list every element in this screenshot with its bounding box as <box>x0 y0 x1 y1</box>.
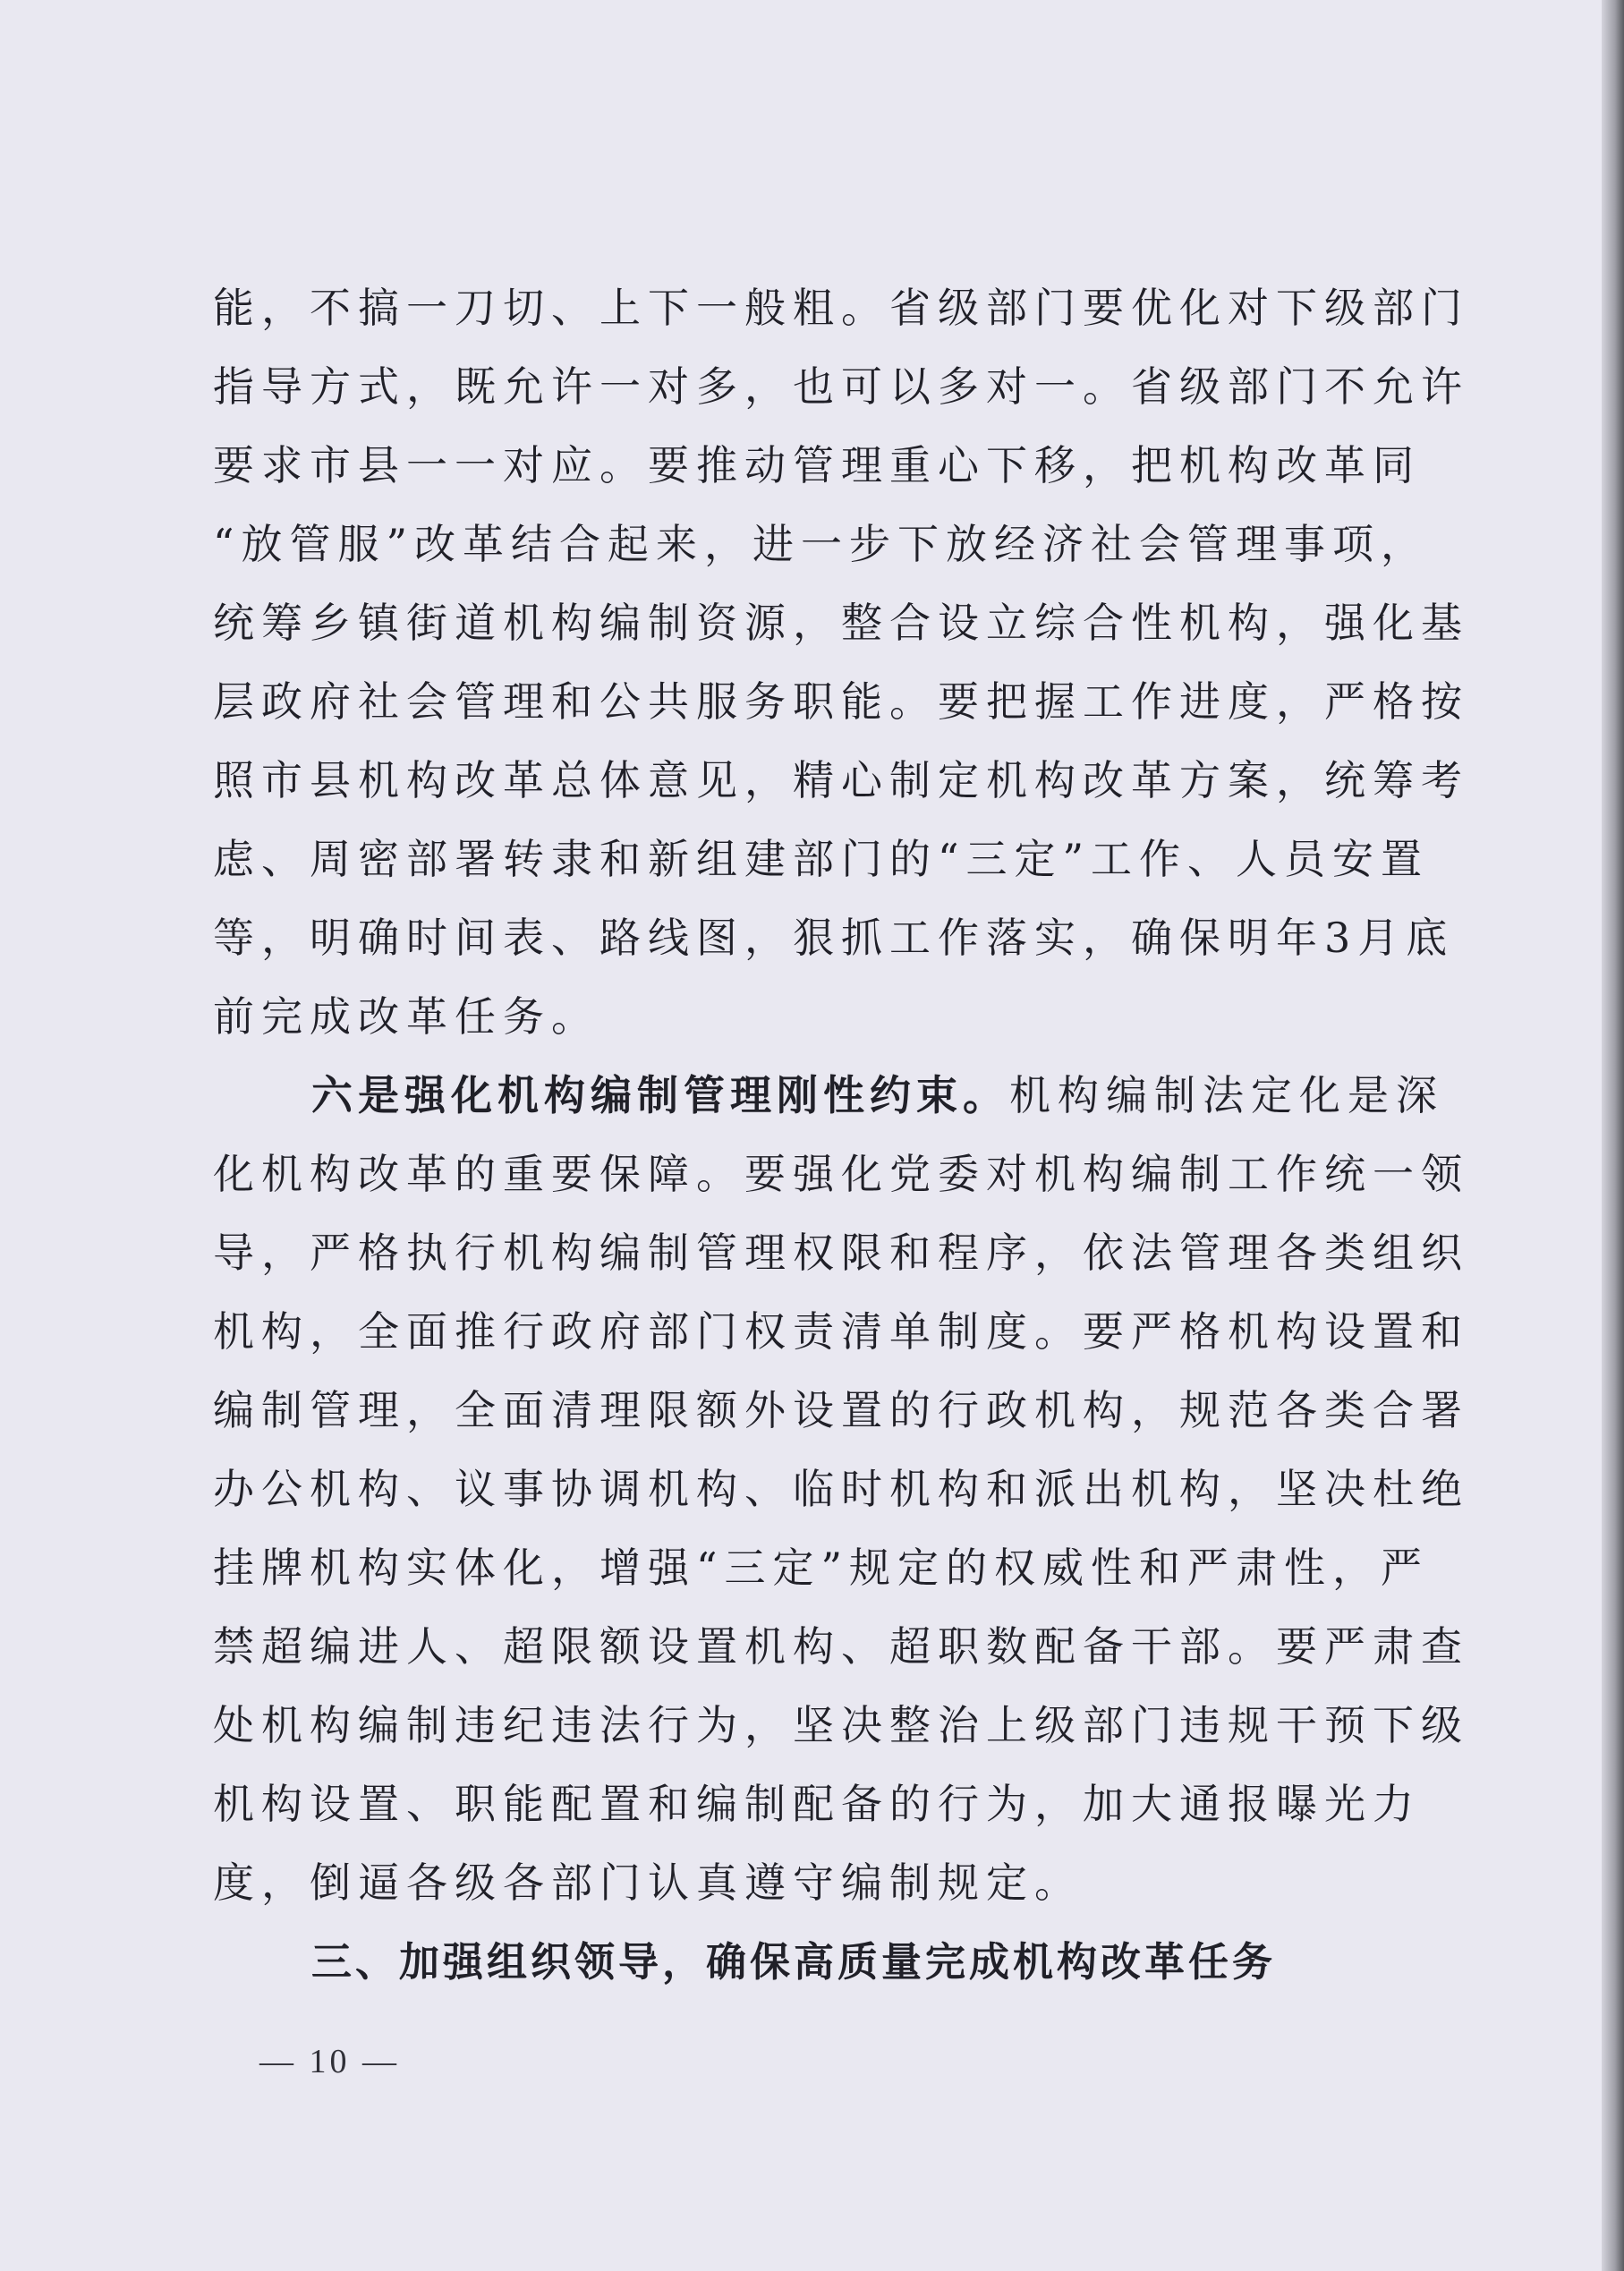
paragraph-line: 化机构改革的重要保障。要强化党委对机构编制工作统一领 <box>213 1150 1469 1198</box>
page-number: — 10 — <box>259 2043 400 2080</box>
paragraph-line: 编制管理，全面清理限额外设置的行政机构，规范各类合署 <box>213 1386 1469 1434</box>
paragraph-line: “放管服”改革结合起来，进一步下放经济社会管理事项， <box>213 520 1430 568</box>
paragraph-line: 前完成改革任务。 <box>213 992 599 1041</box>
scan-edge <box>1602 0 1624 2271</box>
paragraph-line: 照市县机构改革总体意见，精心制定机构改革方案，统筹考 <box>213 756 1469 804</box>
paragraph-line: 层政府社会管理和公共服务职能。要把握工作进度，严格按 <box>213 677 1469 726</box>
paragraph-line: 办公机构、议事协调机构、临时机构和派出机构，坚决杜绝 <box>213 1465 1469 1513</box>
paragraph-line: 处机构编制违纪违法行为，坚决整治上级部门违规干预下级 <box>213 1701 1469 1749</box>
paragraph-line: 机构，全面推行政府部门权责清单制度。要严格机构设置和 <box>213 1307 1469 1356</box>
paragraph-line: 度，倒逼各级各部门认真遵守编制规定。 <box>213 1858 1083 1907</box>
paragraph-line: 导，严格执行机构编制管理权限和程序，依法管理各类组织 <box>213 1229 1469 1277</box>
paragraph-line: 机构设置、职能配置和编制配备的行为，加大通报曝光力 <box>213 1780 1421 1828</box>
paragraph-line: 挂牌机构实体化，增强“三定”规定的权威性和严肃性，严 <box>213 1544 1430 1592</box>
section-six-first-line-rest: 机构编制法定化是深 <box>1009 1071 1444 1119</box>
section-six-first-line <box>213 1056 1444 1135</box>
paragraph-line: 统筹乡镇街道机构编制资源，整合设立综合性机构，强化基 <box>213 599 1469 647</box>
paragraph-line: 指导方式，既允许一对多，也可以多对一。省级部门不允许 <box>213 362 1469 411</box>
paragraph-line: 要求市县一一对应。要推动管理重心下移，把机构改革同 <box>213 441 1421 489</box>
body-text <box>213 268 1469 2003</box>
paragraph-line: 能，不搞一刀切、上下一般粗。省级部门要优化对下级部门 <box>213 284 1469 332</box>
paragraph-line: 虑、周密部署转隶和新组建部门的“三定”工作、人员安置 <box>213 835 1430 883</box>
section-six-lead: 六是强化机构编制管理刚性约束。 <box>311 1071 1009 1119</box>
paragraph-line: 等，明确时间表、路线图，狠抓工作落实，确保明年3月底 <box>213 914 1455 962</box>
paragraph-line: 禁超编进人、超限额设置机构、超职数配备干部。要严肃查 <box>213 1622 1469 1671</box>
section-heading: 三、加强组织领导，确保高质量完成机构改革任务 <box>311 1938 1277 1986</box>
